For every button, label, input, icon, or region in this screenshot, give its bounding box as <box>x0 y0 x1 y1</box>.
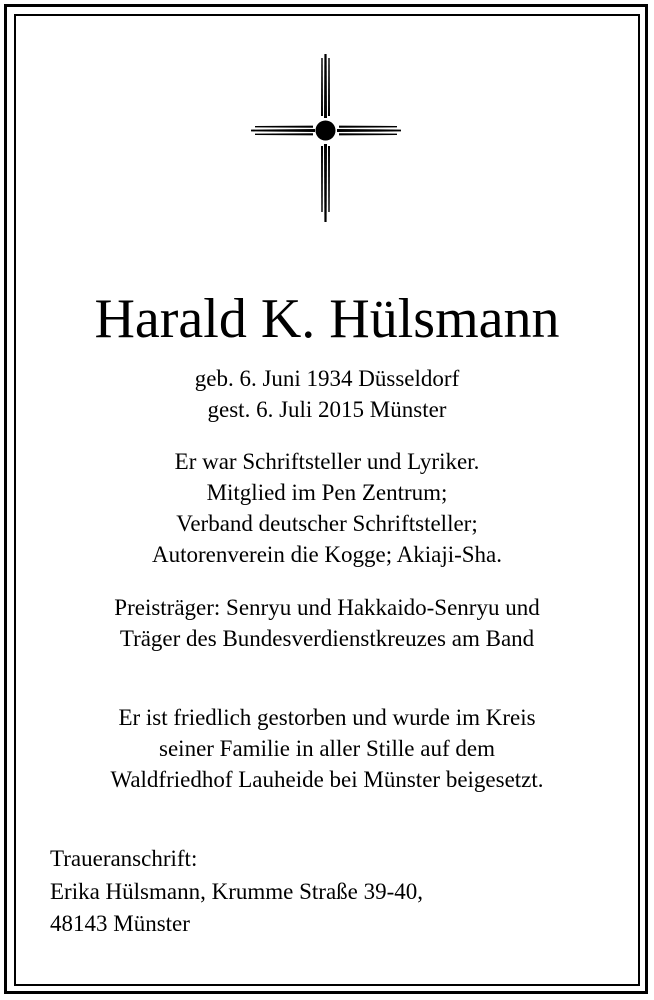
bio-line: Mitglied im Pen Zentrum; <box>206 480 448 505</box>
awards-line: Träger des Bundesverdienstkreuzes am Band <box>119 626 535 651</box>
bio-line: Verband deutscher Schriftsteller; <box>176 511 478 536</box>
awards <box>0 592 654 654</box>
address-line: Erika Hülsmann, Krumme Straße 39-40, <box>50 878 424 904</box>
bio-line: Er war Schriftsteller und Lyriker. <box>174 449 480 474</box>
bio-line: Autorenverein die Kogge; Akiaji-Sha. <box>151 542 503 567</box>
cross-icon <box>251 54 401 224</box>
address-label: Traueranschrift: <box>50 846 198 871</box>
death-line: gest. 6. Juli 2015 Münster <box>207 397 447 422</box>
mourning-address <box>50 843 423 941</box>
biography <box>0 446 654 570</box>
awards-line: Preisträger: Senryu und Hakkaido-Senryu und <box>114 595 540 620</box>
burial-line: seiner Familie in aller Stille auf dem <box>159 736 495 761</box>
burial-line: Er ist friedlich gestorben und wurde im Kreis <box>118 705 536 730</box>
deceased-name: Harald K. Hülsmann <box>94 288 560 350</box>
life-dates <box>0 363 654 425</box>
birth-line: geb. 6. Juni 1934 Düsseldorf <box>194 366 460 391</box>
burial-note <box>0 702 654 795</box>
address-line: 48143 Münster <box>50 911 190 936</box>
burial-line: Waldfriedhof Lauheide bei Münster beigesetzt. <box>110 767 544 792</box>
